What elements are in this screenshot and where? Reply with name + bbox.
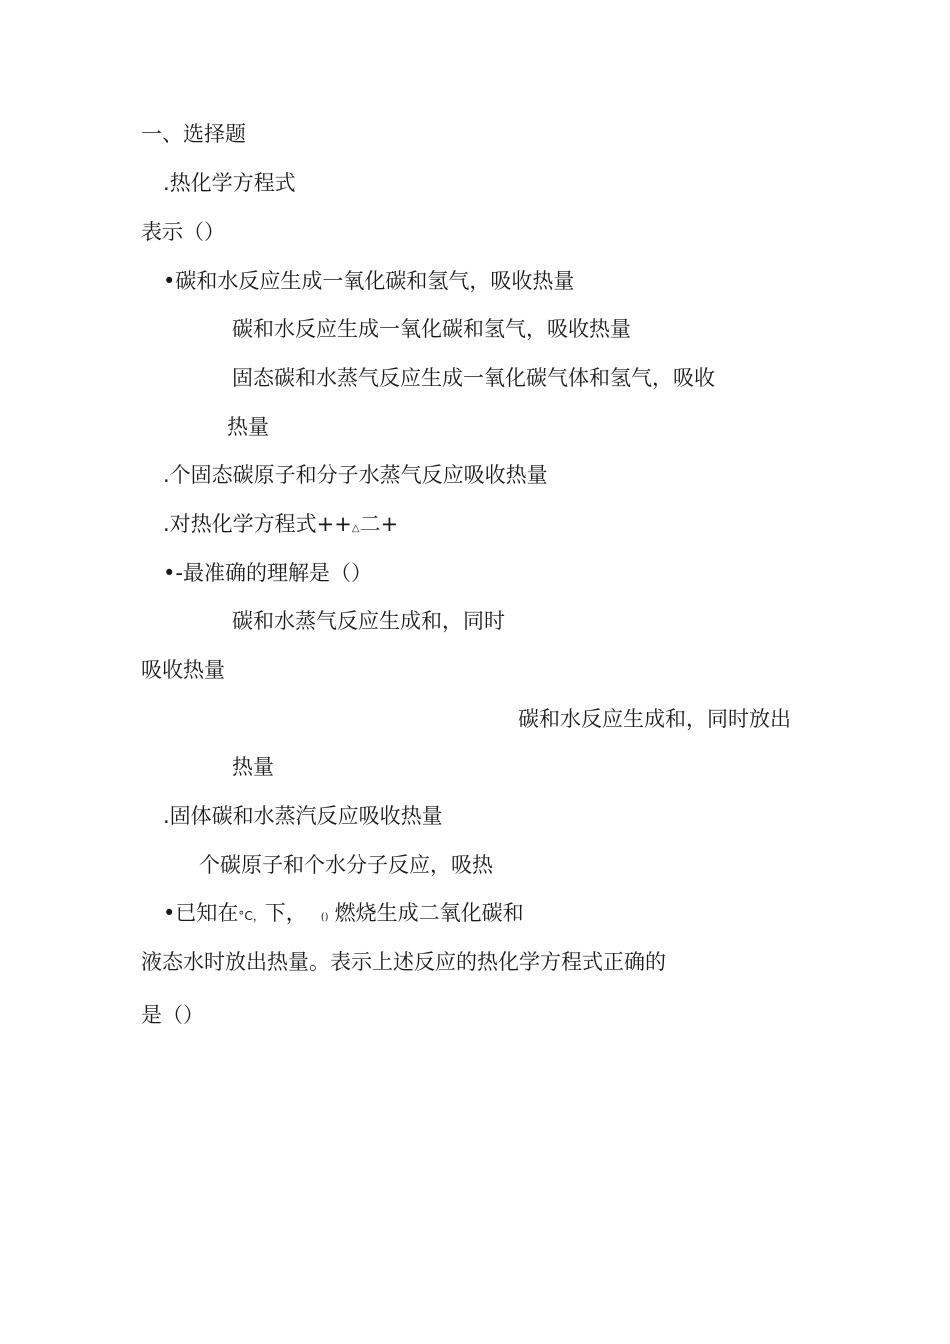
q3-stem-part2: 下， <box>264 901 307 925</box>
q1-option-c-line1: 固态碳和水蒸气反应生成一氧化碳气体和氢气，吸收 <box>232 366 715 390</box>
q1-option-d: .个固态碳原子和分子水蒸气反应吸收热量 <box>163 463 548 487</box>
q1-option-c-line2: 热量 <box>227 415 269 439</box>
q2-stem-line1 <box>163 509 398 544</box>
q2-option-b-line2: 热量 <box>232 755 274 779</box>
q3-stem-line1 <box>163 898 524 933</box>
q3-stem-line2: 液态水时放出热量。表示上述反应的热化学方程式正确的 <box>141 950 666 974</box>
q3-stem-part3: 燃烧生成二氧化碳和 <box>334 901 524 925</box>
q1-option-b: 碳和水反应生成一氧化碳和氢气，吸收热量 <box>232 317 631 341</box>
q3-blank-paren: () <box>320 912 329 923</box>
q3-temperature-unit: °C， <box>238 909 265 923</box>
q2-option-d: 个碳原子和个水分子反应，吸热 <box>199 853 493 877</box>
q3-stem-line3: 是（） <box>141 1003 204 1027</box>
q3-stem-part1: •已知在 <box>163 901 239 925</box>
q1-stem-line2: 表示（） <box>141 220 225 244</box>
q2-stem-text: .对热化学方程式++ <box>163 512 352 536</box>
q1-stem-line1: .热化学方程式 <box>163 171 296 195</box>
q2-option-b-line1: 碳和水反应生成和，同时放出 <box>518 707 791 731</box>
q2-option-a-line1: 碳和水蒸气反应生成和，同时 <box>232 609 505 633</box>
q2-option-c: .固体碳和水蒸汽反应吸收热量 <box>163 804 443 828</box>
q2-stem-line2: •-最准确的理解是（） <box>163 561 372 585</box>
delta-symbol: △ <box>351 523 360 534</box>
q2-option-a-line2: 吸收热量 <box>141 658 225 682</box>
q1-option-a: •碳和水反应生成一氧化碳和氢气，吸收热量 <box>163 269 575 293</box>
section-title: 一、选择题 <box>141 122 246 146</box>
q2-stem-tail: 二+ <box>359 512 399 536</box>
